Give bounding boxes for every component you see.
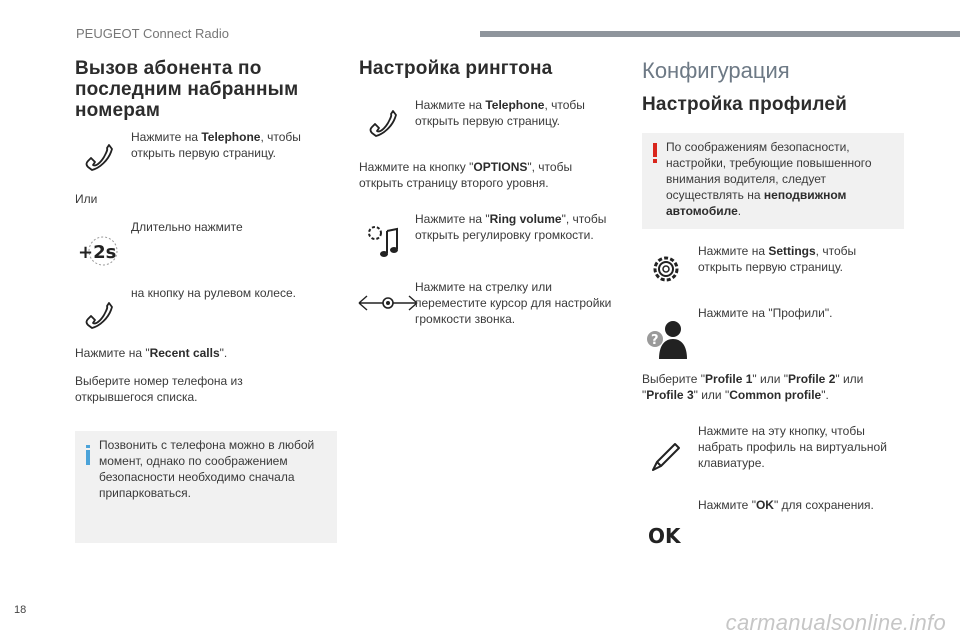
phone-handset-icon (75, 291, 123, 339)
long-press-2s-icon (75, 227, 123, 275)
step-ring-volume: Нажмите на "Ring volume", чтобы открыть регулировку громкости. (359, 211, 621, 279)
step-keyboard: Нажмите на эту кнопку, чтобы набрать профиль на виртуальной клавиатуре. (642, 423, 904, 497)
ok-button-icon (642, 511, 690, 559)
column-configuration (642, 58, 904, 547)
step-settings: Нажмите на Settings, чтобы открыть первую страницу. (642, 243, 904, 305)
pencil-icon (642, 433, 690, 481)
gear-icon (642, 245, 690, 293)
phone-handset-icon (359, 99, 407, 147)
chapter-title: Конфигурация (642, 58, 790, 83)
step-telephone: Нажмите на Telephone, чтобы открыть первую страницу. (359, 97, 621, 159)
step-telephone: Нажмите на Telephone, чтобы открыть первую страницу. (75, 129, 337, 191)
info-icon (85, 445, 89, 463)
header-title: PEUGEOT Connect Radio (76, 26, 229, 41)
text-or: Или (75, 192, 98, 206)
warning-note: По соображениям безопасности, настройки, требующие повышенного внимания водителя, следует осуществлять на неподвижном автомобиле. (642, 133, 904, 229)
text-recent-calls: Нажмите на "Recent calls". (75, 346, 228, 360)
text-options: Нажмите на кнопку "OPTIONS", чтобы открыть страницу второго уровня. (359, 160, 573, 190)
step-steering-button: на кнопку на рулевом колесе. (75, 285, 337, 345)
watermark-url: carmanualsonline.info (725, 610, 946, 635)
step-volume-slider: Нажмите на стрелку или переместите курсор для настройки громкости звонка. (359, 279, 621, 339)
svg-text:OK: OK (648, 524, 681, 547)
warning-icon (652, 143, 656, 161)
column-recent-calls (75, 58, 337, 543)
step-long-press: +2s Длительно нажмите (75, 219, 337, 285)
column-ringtone (359, 58, 621, 339)
section-heading-recent-calls: Вызов абонента по последним набранным номерам (75, 58, 299, 121)
section-heading-ringtone: Настройка рингтона (359, 58, 553, 79)
text-select-profile: Выберите "Profile 1" или "Profile 2" или "Profile 3" или "Common profile". (642, 372, 864, 402)
svg-text:+2s: +2s (78, 242, 117, 263)
info-note: Позвонить с телефона можно в любой момент, однако по соображением безопасности необходимо сначала припарковаться. (75, 431, 337, 543)
page-number: 18 (14, 604, 27, 616)
svg-text:?: ? (651, 333, 659, 348)
slider-arrows-icon (357, 279, 419, 327)
step-profiles: ? Нажмите на "Профили". (642, 305, 904, 371)
step-ok: OK Нажмите "OK" для сохранения. (642, 497, 904, 537)
header-bar (480, 31, 960, 37)
phone-handset-icon (75, 133, 123, 181)
ringtone-settings-icon (359, 217, 407, 265)
user-profile-icon (642, 315, 690, 363)
text-select-number: Выберите номер телефона из открывшегося списка. (75, 374, 243, 404)
section-heading-profiles: Настройка профилей (642, 94, 848, 115)
